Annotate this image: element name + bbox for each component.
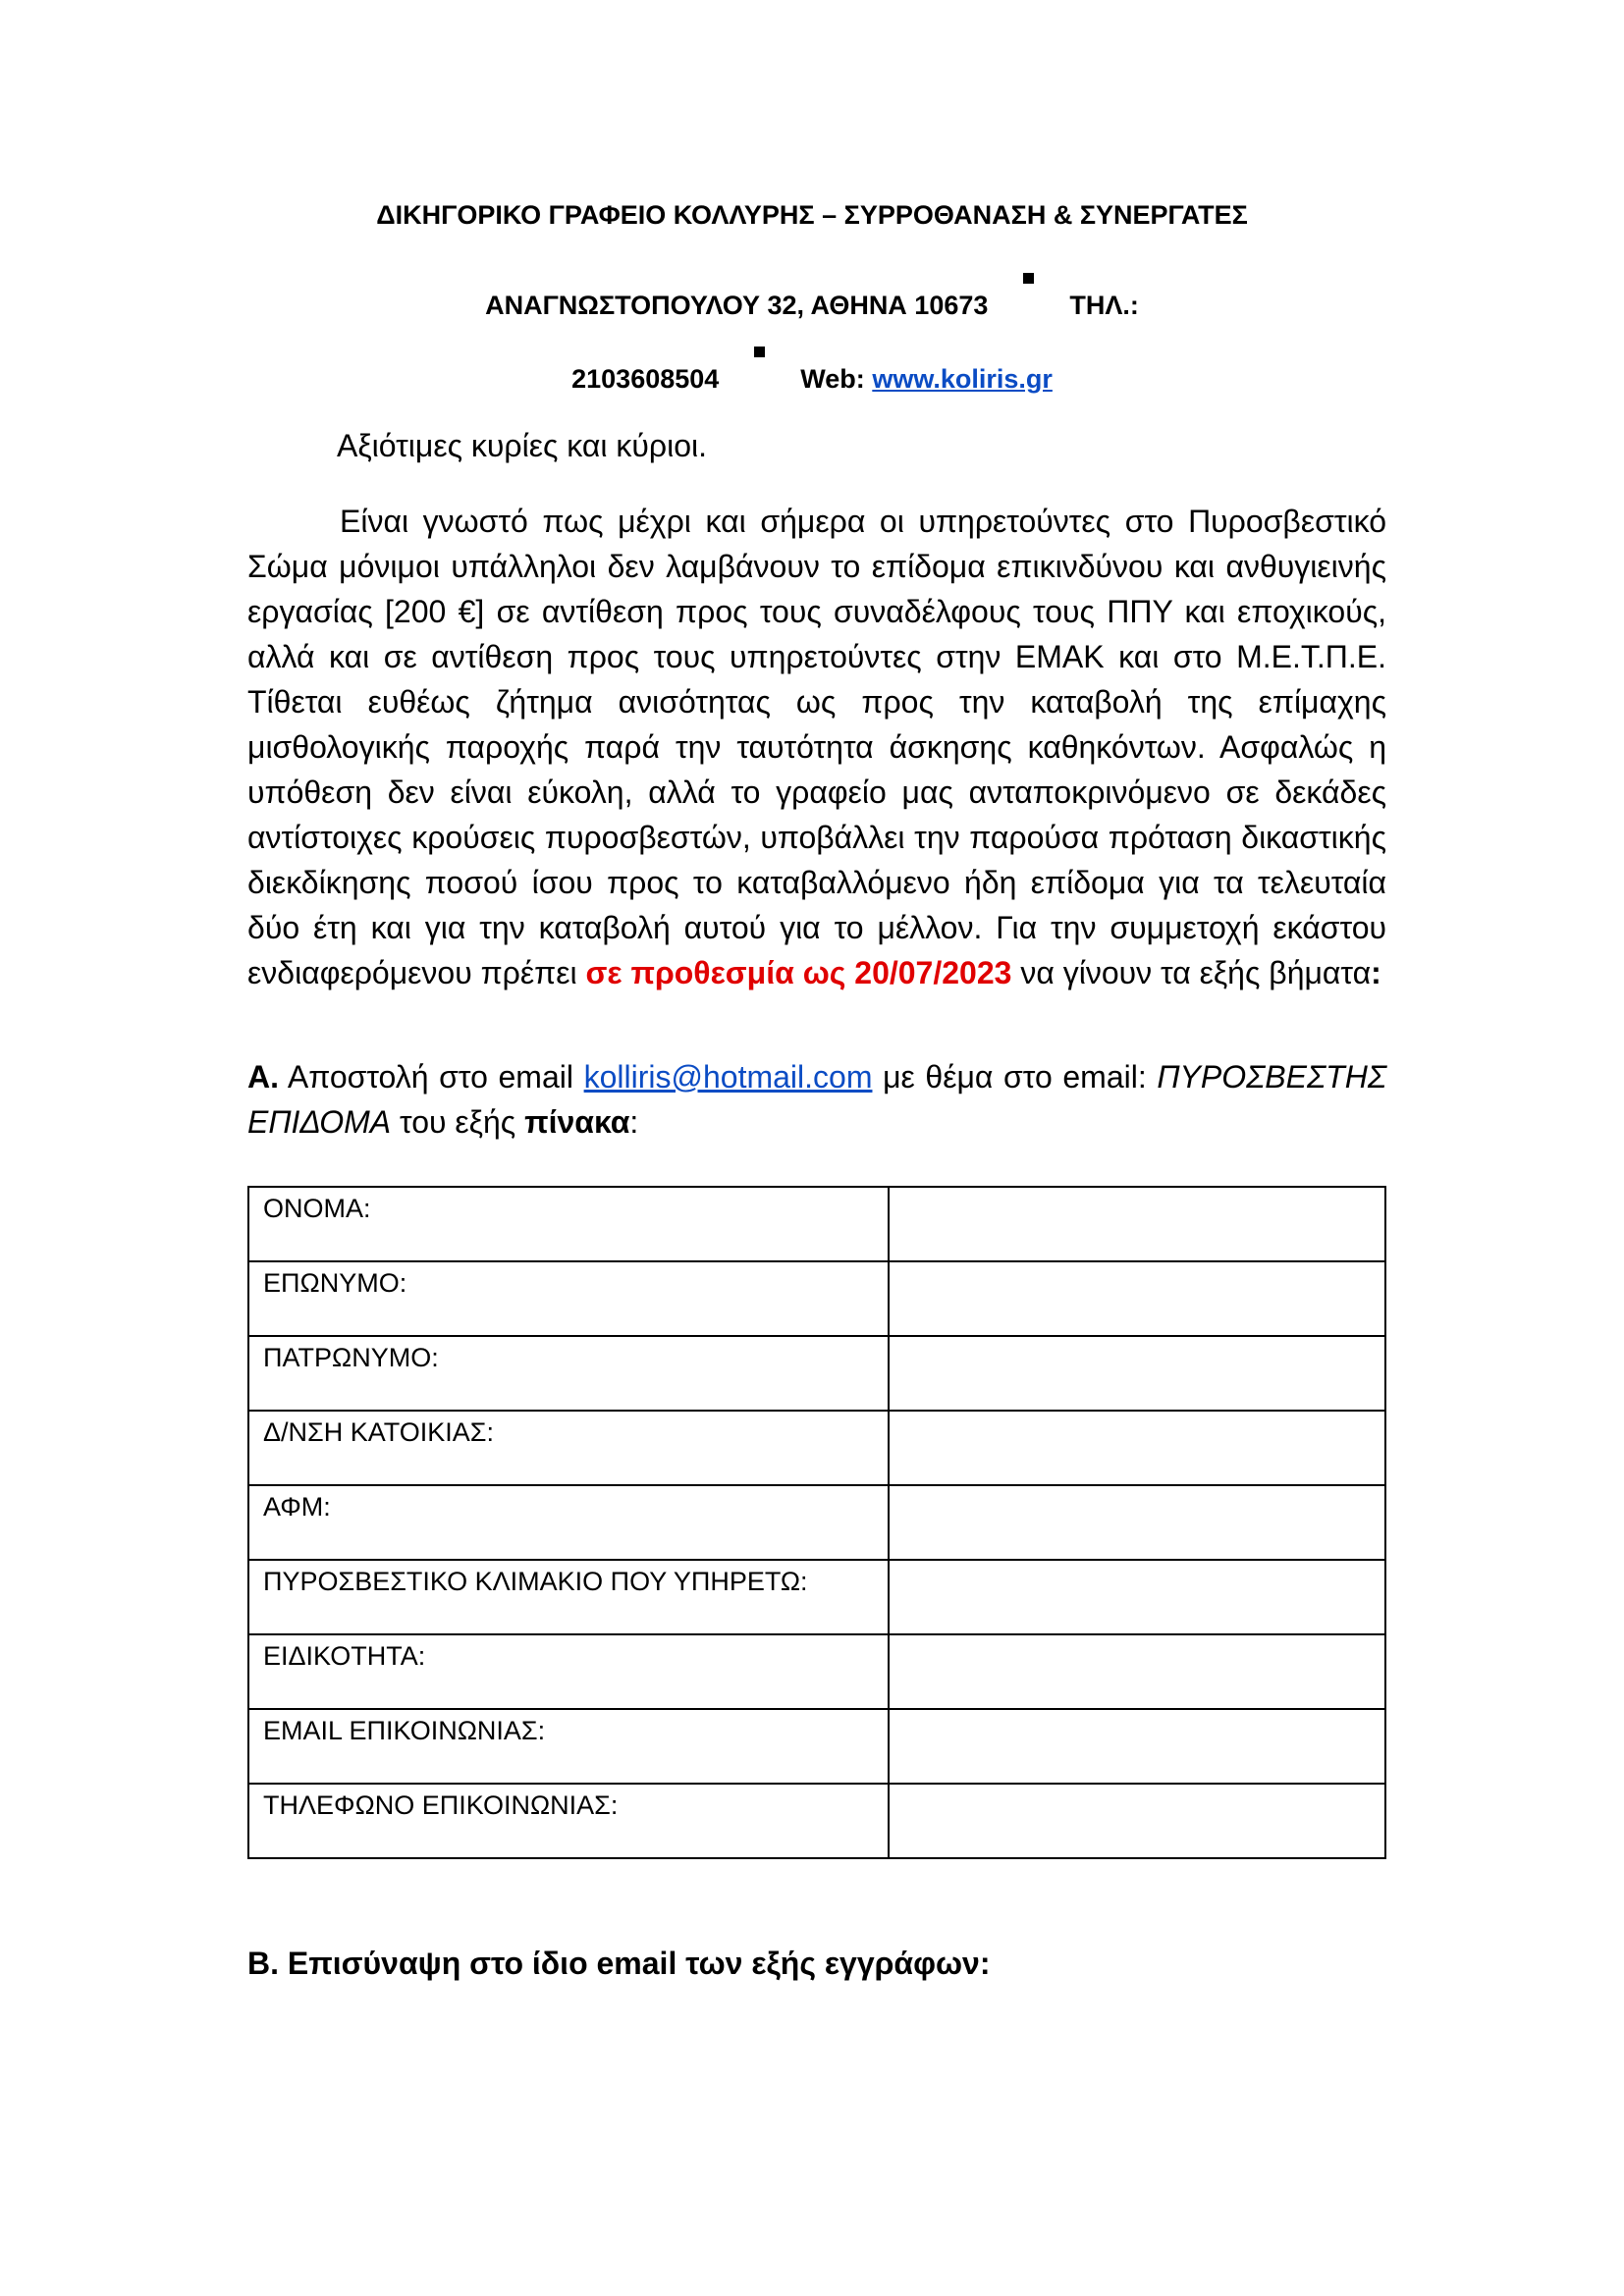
field-label: ΕΙΔΙΚΟΤΗΤΑ: — [248, 1634, 889, 1709]
website-link[interactable]: www.koliris.gr — [872, 364, 1053, 394]
table-row — [248, 1336, 1385, 1411]
table-row — [248, 1709, 1385, 1784]
table-word: πίνακα — [524, 1104, 630, 1140]
section-a-letter: Α. — [247, 1059, 279, 1095]
field-label: ΕΠΩΝΥΜΟ: — [248, 1261, 889, 1336]
table-row — [248, 1634, 1385, 1709]
email-link[interactable]: kolliris@hotmail.com — [583, 1059, 873, 1095]
field-value-cell[interactable] — [889, 1560, 1385, 1634]
contact-line — [0, 364, 1624, 395]
field-value-cell[interactable] — [889, 1411, 1385, 1485]
field-label: Δ/ΝΣΗ ΚΑΤΟΙΚΙΑΣ: — [248, 1411, 889, 1485]
bullet-square-icon — [1023, 273, 1034, 284]
info-form-table — [247, 1186, 1386, 1859]
deadline-text: σε προθεσμία ως 20/07/2023 — [585, 955, 1012, 990]
field-label: ΟΝΟΜΑ: — [248, 1187, 889, 1261]
phone-label: ΤΗΛ.: — [1069, 291, 1139, 320]
section-a-text: του εξής — [391, 1104, 525, 1140]
section-a-text: : — [629, 1104, 639, 1140]
web-label: Web: — [800, 364, 865, 394]
address: ΑΝΑΓΝΩΣΤΟΠΟΥΛΟΥ 32, ΑΘΗΝΑ 10673 — [485, 291, 989, 320]
field-label: ΤΗΛΕΦΩΝΟ ΕΠΙΚΟΙΝΩΝΙΑΣ: — [248, 1784, 889, 1858]
field-label: ΠΥΡΟΣΒΕΣΤΙΚΟ ΚΛΙΜΑΚΙΟ ΠΟΥ ΥΠΗΡΕΤΩ: — [248, 1560, 889, 1634]
table-row — [248, 1187, 1385, 1261]
field-label: ΑΦΜ: — [248, 1485, 889, 1560]
field-value-cell[interactable] — [889, 1485, 1385, 1560]
bullet-square-icon — [754, 347, 765, 357]
table-row — [248, 1485, 1385, 1560]
email-subject: ΠΥΡΟΣΒΕΣΤΗΣ ΕΠΙΔΟΜΑ — [247, 1059, 1387, 1140]
paragraph-text-end: να γίνουν τα εξής βήματα — [1011, 955, 1372, 990]
paragraph-text: Είναι γνωστό πως μέχρι και σήμερα οι υπηρετούντες στο Πυροσβεστικό Σώμα μόνιμοι υπάλληλοι δεν λαμβάνουν το επίδομα επικινδύνου και ανθυγιεινής εργασίας [200 €] σε αντίθεση προς τους συναδέλφους τους ΠΠΥ και εποχικούς, αλλά και σε αντίθεση προς τους υπηρετούντες στην ΕΜΑΚ και στο Μ.Ε.Τ.Π.Ε. Τίθεται ευθέως ζήτημα ανισότητας ως προς την καταβολή της επίμαχης μισθολογικής παροχής παρά την ταυτότητα άσκησης καθηκόντων. Ασφαλώς η υπόθεση δεν είναι εύκολη, αλλά το γραφείο μας ανταποκρινόμενο σε δεκάδες αντίστοιχες κρούσεις πυροσβεστών, υποβάλλει την παρούσα πρόταση δικαστικής διεκδίκησης ποσού ίσου προς το καταβαλλόμενο ήδη επίδομα για τα τελευταία δύο έτη και για την καταβολή αυτού για το μέλλον. Για την συμμετοχή εκάστου ενδιαφερόμενου πρέπει — [247, 504, 1386, 990]
field-label: ΠΑΤΡΩΝΥΜΟ: — [248, 1336, 889, 1411]
greeting: Αξιότιμες κυρίες και κύριοι. — [337, 428, 707, 463]
field-value-cell[interactable] — [889, 1336, 1385, 1411]
field-value-cell[interactable] — [889, 1784, 1385, 1858]
table-row — [248, 1411, 1385, 1485]
section-b-title: Β. Επισύναψη στο ίδιο email των εξής εγγράφων: — [247, 1946, 991, 1981]
paragraph-colon: : — [1371, 955, 1381, 990]
phone-number: 2103608504 — [571, 364, 720, 394]
field-value-cell[interactable] — [889, 1261, 1385, 1336]
field-label: EMAIL ΕΠΙΚΟΙΝΩΝΙΑΣ: — [248, 1709, 889, 1784]
section-a — [247, 1054, 1386, 1145]
address-line — [0, 291, 1624, 321]
field-value-cell[interactable] — [889, 1634, 1385, 1709]
table-row — [248, 1560, 1385, 1634]
table-row — [248, 1261, 1385, 1336]
section-a-text: Αποστολή στο email — [279, 1059, 584, 1095]
firm-name: ΔΙΚΗΓΟΡΙΚΟ ΓΡΑΦΕΙΟ ΚΟΛΛΥΡΗΣ – ΣΥΡΡΟΘΑΝΑΣΗ & ΣΥΝΕΡΓΑΤΕΣ — [376, 200, 1248, 230]
field-value-cell[interactable] — [889, 1709, 1385, 1784]
section-a-text: με θέμα στο email: — [872, 1059, 1158, 1095]
field-value-cell[interactable] — [889, 1187, 1385, 1261]
table-row — [248, 1784, 1385, 1858]
main-paragraph — [247, 499, 1386, 995]
